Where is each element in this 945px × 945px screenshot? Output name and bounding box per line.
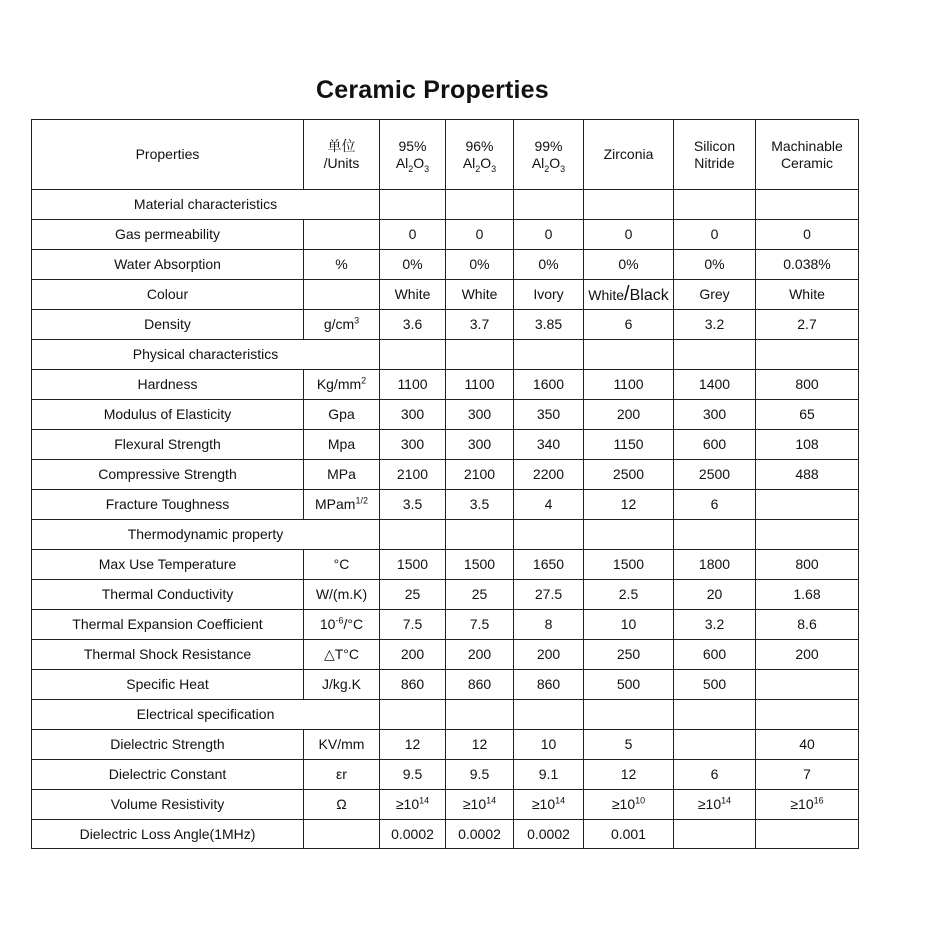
empty-cell	[584, 190, 674, 220]
table-row	[32, 550, 859, 580]
resistivity-exp: 14	[486, 795, 497, 806]
row-unit: Ω	[304, 790, 380, 820]
value-99: 200	[514, 640, 584, 670]
alumina-al: Al	[395, 154, 409, 171]
value-99: 27.5	[514, 580, 584, 610]
value-silicon-nitride: Grey	[674, 280, 756, 310]
empty-cell	[756, 190, 859, 220]
value-99: Ivory	[514, 280, 584, 310]
value-96	[446, 790, 514, 820]
value-95: 9.5	[380, 760, 446, 790]
value-silicon-nitride	[674, 820, 756, 849]
value-95: 300	[380, 430, 446, 460]
value-zirconia: 12	[584, 760, 674, 790]
header-units-zh: 单位	[327, 137, 356, 154]
value-99: 860	[514, 670, 584, 700]
row-unit: J/kg.K	[304, 670, 380, 700]
table-row	[32, 610, 859, 640]
value-zirconia: 250	[584, 640, 674, 670]
value-silicon-nitride: 600	[674, 430, 756, 460]
row-name: Water Absorption	[32, 250, 304, 280]
row-name: Thermal Expansion Coefficient	[32, 610, 304, 640]
value-zirconia: 12	[584, 490, 674, 520]
value-95: 0	[380, 220, 446, 250]
table-row	[32, 820, 859, 849]
table-row	[32, 220, 859, 250]
empty-cell	[514, 190, 584, 220]
row-unit: W/(m.K)	[304, 580, 380, 610]
table-row	[32, 430, 859, 460]
value-96: 300	[446, 400, 514, 430]
table-row	[32, 670, 859, 700]
resistivity-base: ≥10	[790, 796, 814, 812]
alumina-al: Al	[531, 154, 545, 171]
zirconia-black: Black	[629, 286, 669, 304]
header-99-alumina	[514, 120, 584, 190]
header-machinable: Machinable	[771, 137, 843, 154]
value-99: 0	[514, 220, 584, 250]
value-machinable: 800	[756, 550, 859, 580]
empty-cell	[446, 700, 514, 730]
empty-cell	[380, 190, 446, 220]
value-machinable: 7	[756, 760, 859, 790]
table-row	[32, 310, 859, 340]
value-96: 7.5	[446, 610, 514, 640]
value-99: 0.0002	[514, 820, 584, 849]
value-96: 1500	[446, 550, 514, 580]
row-name: Compressive Strength	[32, 460, 304, 490]
section-row	[32, 340, 859, 370]
header-properties-label: Properties	[135, 146, 200, 162]
header-silicon-nitride	[674, 120, 756, 190]
value-silicon-nitride: 3.2	[674, 610, 756, 640]
value-95: White	[380, 280, 446, 310]
value-machinable: 0	[756, 220, 859, 250]
value-machinable	[756, 820, 859, 849]
zirconia-slash: /	[624, 282, 630, 305]
value-96: 3.5	[446, 490, 514, 520]
value-zirconia	[584, 790, 674, 820]
row-unit	[304, 280, 380, 310]
value-silicon-nitride: 1400	[674, 370, 756, 400]
empty-cell	[514, 340, 584, 370]
value-zirconia: 5	[584, 730, 674, 760]
value-machinable	[756, 670, 859, 700]
row-unit	[304, 490, 380, 520]
section-electrical: Electrical specification	[32, 700, 380, 730]
value-96: 300	[446, 430, 514, 460]
value-machinable	[756, 490, 859, 520]
resistivity-exp: 16	[813, 795, 824, 806]
resistivity-base: ≥10	[395, 796, 420, 812]
empty-cell	[756, 700, 859, 730]
unit-tail: /°C	[343, 616, 364, 632]
row-name: Dielectric Loss Angle(1MHz)	[32, 820, 304, 849]
value-machinable: 200	[756, 640, 859, 670]
header-96-pct: 96%	[465, 137, 494, 154]
empty-cell	[380, 520, 446, 550]
alumina-sub1: 2	[475, 163, 481, 174]
row-unit: MPa	[304, 460, 380, 490]
empty-cell	[674, 700, 756, 730]
header-ceramic: Ceramic	[780, 154, 834, 171]
value-99: 2200	[514, 460, 584, 490]
value-silicon-nitride	[674, 730, 756, 760]
value-silicon-nitride: 6	[674, 760, 756, 790]
table-row	[32, 790, 859, 820]
value-zirconia: 200	[584, 400, 674, 430]
value-machinable: 1.68	[756, 580, 859, 610]
value-99: 340	[514, 430, 584, 460]
row-name: Modulus of Elasticity	[32, 400, 304, 430]
alumina-al: Al	[462, 154, 476, 171]
alumina-sub1: 2	[408, 163, 414, 174]
resistivity-exp: 14	[419, 795, 430, 806]
table-row	[32, 400, 859, 430]
unit-sup: 1/2	[355, 495, 368, 506]
unit-base: MPam	[315, 496, 356, 512]
header-95-pct: 95%	[398, 137, 427, 154]
header-95-alumina	[380, 120, 446, 190]
value-machinable: 108	[756, 430, 859, 460]
value-95: 860	[380, 670, 446, 700]
row-name: Fracture Toughness	[32, 490, 304, 520]
header-units-en: /Units	[323, 154, 360, 171]
empty-cell	[446, 340, 514, 370]
value-zirconia: 1100	[584, 370, 674, 400]
empty-cell	[380, 340, 446, 370]
value-zirconia: 0.001	[584, 820, 674, 849]
header-zirconia	[584, 120, 674, 190]
resistivity-base: ≥10	[462, 796, 487, 812]
empty-cell	[514, 700, 584, 730]
header-units	[304, 120, 380, 190]
value-zirconia: 6	[584, 310, 674, 340]
section-physical: Physical characteristics	[32, 340, 380, 370]
unit-sup: 3	[354, 315, 360, 326]
row-name: Hardness	[32, 370, 304, 400]
row-name: Volume Resistivity	[32, 790, 304, 820]
unit-base: Kg/mm	[316, 376, 362, 392]
value-95: 3.5	[380, 490, 446, 520]
value-95: 3.6	[380, 310, 446, 340]
row-unit: %	[304, 250, 380, 280]
row-name: Colour	[32, 280, 304, 310]
resistivity-base: ≥10	[531, 796, 556, 812]
header-silicon: Silicon	[693, 137, 736, 154]
alumina-sub2: 3	[491, 163, 497, 174]
empty-cell	[756, 340, 859, 370]
value-machinable: 40	[756, 730, 859, 760]
value-95: 200	[380, 640, 446, 670]
table-row	[32, 460, 859, 490]
empty-cell	[674, 520, 756, 550]
header-nitride: Nitride	[694, 154, 735, 171]
alumina-sub1: 2	[544, 163, 550, 174]
resistivity-exp: 14	[555, 795, 566, 806]
value-machinable: 65	[756, 400, 859, 430]
value-99: 1600	[514, 370, 584, 400]
table-row	[32, 580, 859, 610]
value-99: 0%	[514, 250, 584, 280]
value-96: 0%	[446, 250, 514, 280]
row-name: Thermal Conductivity	[32, 580, 304, 610]
value-zirconia: 1500	[584, 550, 674, 580]
value-zirconia: 0	[584, 220, 674, 250]
value-95: 0.0002	[380, 820, 446, 849]
row-name: Specific Heat	[32, 670, 304, 700]
unit-base: g/cm	[323, 316, 355, 332]
value-machinable: 800	[756, 370, 859, 400]
value-zirconia: 0%	[584, 250, 674, 280]
table-row	[32, 280, 859, 310]
empty-cell	[380, 700, 446, 730]
table-row	[32, 490, 859, 520]
value-silicon-nitride: 1800	[674, 550, 756, 580]
empty-cell	[584, 700, 674, 730]
empty-cell	[446, 190, 514, 220]
value-machinable: 0.038%	[756, 250, 859, 280]
value-95: 25	[380, 580, 446, 610]
empty-cell	[584, 340, 674, 370]
value-99: 8	[514, 610, 584, 640]
value-zirconia: 500	[584, 670, 674, 700]
value-99	[514, 790, 584, 820]
value-machinable: 488	[756, 460, 859, 490]
resistivity-exp: 10	[635, 795, 646, 806]
unit-sup: 2	[361, 375, 367, 386]
empty-cell	[584, 520, 674, 550]
header-99-pct: 99%	[534, 137, 563, 154]
value-96: 200	[446, 640, 514, 670]
value-machinable	[756, 790, 859, 820]
value-95: 7.5	[380, 610, 446, 640]
unit-sup: -6	[335, 615, 344, 626]
value-96: 860	[446, 670, 514, 700]
empty-cell	[446, 520, 514, 550]
value-95: 0%	[380, 250, 446, 280]
row-unit	[304, 220, 380, 250]
header-properties	[32, 120, 304, 190]
resistivity-base: ≥10	[697, 796, 722, 812]
resistivity-exp: 14	[721, 795, 732, 806]
header-zirconia-label: Zirconia	[603, 146, 654, 162]
row-unit	[304, 310, 380, 340]
value-silicon-nitride: 20	[674, 580, 756, 610]
row-name: Gas permeability	[32, 220, 304, 250]
value-99: 1650	[514, 550, 584, 580]
value-96: 0.0002	[446, 820, 514, 849]
value-96: 25	[446, 580, 514, 610]
row-name: Dielectric Constant	[32, 760, 304, 790]
value-95: 1500	[380, 550, 446, 580]
alumina-o: O	[413, 154, 425, 171]
value-99: 3.85	[514, 310, 584, 340]
section-row	[32, 190, 859, 220]
empty-cell	[674, 190, 756, 220]
value-silicon-nitride: 0%	[674, 250, 756, 280]
page-title: Ceramic Properties	[316, 76, 549, 104]
row-name: Max Use Temperature	[32, 550, 304, 580]
row-unit	[304, 370, 380, 400]
value-95	[380, 790, 446, 820]
row-name: Flexural Strength	[32, 430, 304, 460]
table-row	[32, 250, 859, 280]
header-row	[32, 120, 859, 190]
row-unit	[304, 610, 380, 640]
value-99: 350	[514, 400, 584, 430]
section-thermo: Thermodynamic property	[32, 520, 380, 550]
alumina-o: O	[480, 154, 492, 171]
row-unit: Mpa	[304, 430, 380, 460]
value-zirconia: 2500	[584, 460, 674, 490]
row-name: Thermal Shock Resistance	[32, 640, 304, 670]
value-silicon-nitride: 6	[674, 490, 756, 520]
value-silicon-nitride: 300	[674, 400, 756, 430]
value-96: 3.7	[446, 310, 514, 340]
table-row	[32, 370, 859, 400]
row-unit: △T°C	[304, 640, 380, 670]
resistivity-base: ≥10	[611, 796, 636, 812]
row-unit: °C	[304, 550, 380, 580]
value-95: 12	[380, 730, 446, 760]
table-row	[32, 730, 859, 760]
value-silicon-nitride: 2500	[674, 460, 756, 490]
alumina-o: O	[549, 154, 561, 171]
empty-cell	[674, 340, 756, 370]
value-zirconia: 10	[584, 610, 674, 640]
row-unit: Gpa	[304, 400, 380, 430]
value-96: 1100	[446, 370, 514, 400]
value-99: 4	[514, 490, 584, 520]
value-99: 10	[514, 730, 584, 760]
alumina-sub2: 3	[560, 163, 566, 174]
value-machinable: White	[756, 280, 859, 310]
section-row	[32, 520, 859, 550]
section-row	[32, 700, 859, 730]
empty-cell	[514, 520, 584, 550]
value-96: 9.5	[446, 760, 514, 790]
value-silicon-nitride: 0	[674, 220, 756, 250]
value-95: 300	[380, 400, 446, 430]
value-96: 12	[446, 730, 514, 760]
row-name: Dielectric Strength	[32, 730, 304, 760]
value-machinable: 2.7	[756, 310, 859, 340]
value-95: 2100	[380, 460, 446, 490]
ceramic-properties-table	[31, 119, 859, 849]
value-silicon-nitride	[674, 790, 756, 820]
row-unit: εr	[304, 760, 380, 790]
table-row	[32, 640, 859, 670]
value-silicon-nitride: 500	[674, 670, 756, 700]
empty-cell	[756, 520, 859, 550]
value-zirconia: 2.5	[584, 580, 674, 610]
header-96-alumina	[446, 120, 514, 190]
value-96: White	[446, 280, 514, 310]
row-unit	[304, 820, 380, 849]
row-unit: KV/mm	[304, 730, 380, 760]
table-row	[32, 760, 859, 790]
value-zirconia	[584, 280, 674, 310]
value-96: 2100	[446, 460, 514, 490]
value-zirconia: 1150	[584, 430, 674, 460]
alumina-sub2: 3	[424, 163, 430, 174]
value-99: 9.1	[514, 760, 584, 790]
value-silicon-nitride: 3.2	[674, 310, 756, 340]
section-material: Material characteristics	[32, 190, 380, 220]
zirconia-white: White	[588, 286, 625, 303]
header-machinable-ceramic	[756, 120, 859, 190]
value-machinable: 8.6	[756, 610, 859, 640]
row-name: Density	[32, 310, 304, 340]
value-96: 0	[446, 220, 514, 250]
value-95: 1100	[380, 370, 446, 400]
unit-base: 10	[319, 616, 336, 632]
value-silicon-nitride: 600	[674, 640, 756, 670]
